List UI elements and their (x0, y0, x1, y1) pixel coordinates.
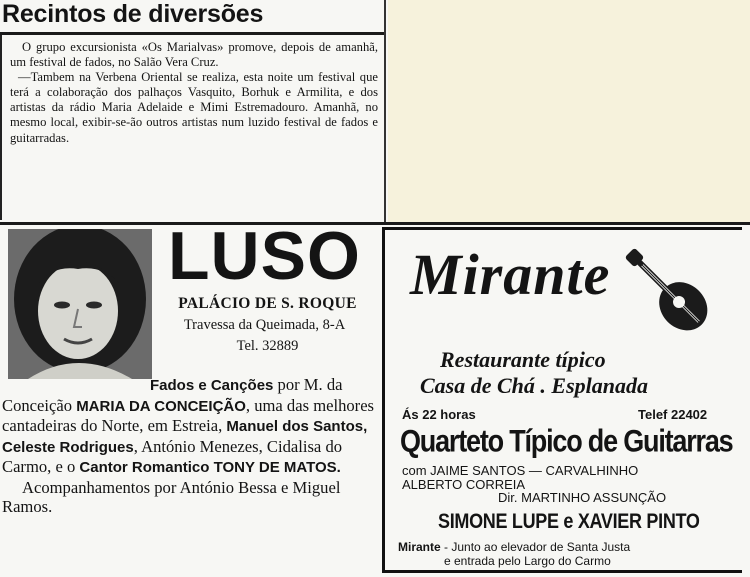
singer-photo (8, 229, 152, 379)
luso-address: Travessa da Queimada, 8-A (183, 317, 346, 333)
mirante-musicians-line-1: com JAIME SANTOS — CARVALHINHO (402, 463, 639, 478)
luso-accompaniment: Acompanhamentos por António Bessa e Miguel Ramos. (2, 477, 341, 516)
mirante-guitar-quartet: Quarteto Típico de Guitarras (400, 424, 733, 459)
mandolin-icon (612, 235, 722, 345)
luso-fados-label: Fados e Canções (150, 377, 274, 394)
mirante-title: Mirante (410, 242, 611, 307)
luso-body-part: por M. da Conceição (2, 375, 343, 415)
article-headline: Recintos de diversões (2, 0, 264, 28)
mirante-featured-artists: SIMONE LUPE e XAVIER PINTO (438, 509, 700, 533)
article-body (10, 40, 378, 146)
mirante-director: Dir. MARTINHO ASSUNÇÃO (498, 490, 667, 505)
mirante-telephone: Telef 22402 (638, 407, 708, 422)
luso-body-text (2, 375, 374, 517)
article-right-border (384, 0, 386, 222)
luso-telephone: Tel. 32889 (236, 338, 299, 354)
mirante-musicians-line-2: ALBERTO CORREIA (402, 477, 526, 492)
article-left-border (0, 35, 2, 220)
luso-headliner: Cantor Romantico TONY DE MATOS. (79, 459, 341, 476)
luso-body-part: , António Menezes, Cidalisa do Carmo, e o (2, 436, 343, 476)
blank-paper-area (388, 0, 750, 222)
mirante-location-line-1 (398, 540, 630, 554)
mirante-location-line-2: e entrada pelo Largo do Carmo (444, 554, 611, 568)
luso-venue: PALÁCIO DE S. ROQUE (178, 295, 357, 312)
article-paragraph-2: —Tambem na Verbena Oriental se realiza, esta noite um festival que terá a colaboração dos palhaços Vasquito, Borhuk e Armilita, e dos artistas da rádio Maria Adelaide e Mimi Estremadouro. Amanhã, no mesmo local, exibir-se-ão outros artistas num luzido festival de fados e guitarradas. (10, 70, 378, 145)
mirante-showtime: Ás 22 horas (402, 407, 476, 422)
luso-title: LUSO (168, 218, 361, 294)
singer-portrait-image (8, 229, 152, 379)
mirante-advertisement (380, 225, 750, 577)
luso-featured-singer: MARIA DA CONCEIÇÃO (76, 397, 246, 415)
mirante-subtitle-tea-house: Casa de Chá . Esplanada (420, 373, 648, 398)
mirante-location-text: - Junto ao elevador de Santa Justa (440, 540, 631, 554)
luso-body-part: , uma das melhores cantadeiras do Norte, em Estreia, (2, 395, 375, 435)
article-paragraph-1: O grupo excursionista «Os Marialvas» promove, depois de amanhã, um festival de fados, no Salão Vera Cruz. (10, 40, 378, 70)
luso-performers: Manuel dos Santos, Celeste Rodrigues (2, 418, 368, 456)
mirante-subtitle-restaurant: Restaurante típico (440, 347, 606, 372)
mirante-location-name: Mirante (398, 540, 441, 554)
news-article (0, 0, 388, 222)
luso-advertisement (0, 218, 380, 577)
headline-rule (0, 32, 385, 35)
